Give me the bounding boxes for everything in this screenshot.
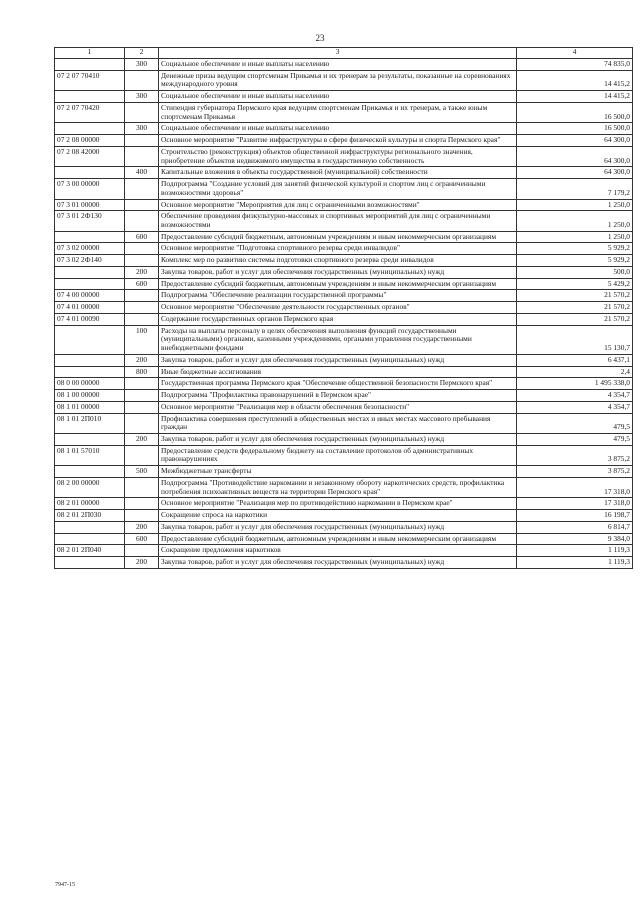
table-row [55,102,633,122]
code-cell [55,325,125,354]
table-row [55,255,633,267]
code-cell: 07 3 01 2Ф130 [55,211,125,231]
code-cell: 08 0 00 00000 [55,378,125,390]
table-row [55,413,633,433]
amount-cell: 9 384,0 [517,533,633,545]
table-row [55,290,633,302]
amount-cell: 15 130,7 [517,325,633,354]
amount-cell: 3 875,2 [517,445,633,465]
name-cell: Предоставление средств федеральному бюджету на составление протоколов об административных правонарушениях [159,445,517,465]
name-cell: Денежные призы ведущим спортсменам Прикамья и их тренерам за результаты, показанные на соревнованиях международного уровня [159,70,517,90]
amount-cell: 1 250,0 [517,211,633,231]
code-cell [55,266,125,278]
name-cell: Закупка товаров, работ и услуг для обеспечения государственных (муниципальных) нужд [159,433,517,445]
table-row [55,123,633,135]
code-cell: 07 3 02 00000 [55,243,125,255]
table-row [55,445,633,465]
amount-cell: 6 814,7 [517,521,633,533]
code-cell [55,278,125,290]
type-cell: 600 [125,278,159,290]
code-cell [55,466,125,478]
code-cell: 08 2 01 2П040 [55,545,125,557]
name-cell: Сокращение предложения наркотиков [159,545,517,557]
amount-cell: 2,4 [517,366,633,378]
code-cell: 08 1 01 00000 [55,401,125,413]
header-col-type: 2 [125,48,159,59]
table-row [55,91,633,103]
type-cell: 300 [125,59,159,71]
code-cell [55,354,125,366]
name-cell: Основное мероприятие "Подготовка спортивного резерва среди инвалидов" [159,243,517,255]
amount-cell: 16 500,0 [517,102,633,122]
table-row [55,498,633,510]
code-cell [55,557,125,569]
code-cell: 08 2 01 2П030 [55,510,125,522]
amount-cell: 1 119,3 [517,557,633,569]
code-cell: 07 2 08 42000 [55,146,125,166]
code-cell [55,521,125,533]
code-cell [55,533,125,545]
table-header-row [55,48,633,59]
name-cell: Основное мероприятие "Реализация мер по противодействию наркомании в Пермском крае" [159,498,517,510]
code-cell [55,433,125,445]
name-cell: Профилактика совершения преступлений в общественных местах и иных местах массового пребывания граждан [159,413,517,433]
type-cell [125,413,159,433]
name-cell: Закупка товаров, работ и услуг для обеспечения государственных (муниципальных) нужд [159,266,517,278]
table-row [55,366,633,378]
name-cell: Предоставление субсидий бюджетным, автономным учреждениям и иным некоммерческим организациям [159,231,517,243]
name-cell: Подпрограмма "Создание условий для занятий физической культурой и спортом лиц с ограниченными возможностями здоровья" [159,179,517,199]
table-row [55,325,633,354]
table-row [55,231,633,243]
type-cell [125,302,159,314]
type-cell: 200 [125,266,159,278]
type-cell [125,243,159,255]
type-cell: 200 [125,433,159,445]
code-cell: 07 4 01 00000 [55,302,125,314]
name-cell: Межбюджетные трансферты [159,466,517,478]
code-cell [55,123,125,135]
table-row [55,477,633,497]
name-cell: Капитальные вложения в объекты государственной (муниципальной) собственности [159,167,517,179]
amount-cell: 14 415,2 [517,91,633,103]
table-row [55,557,633,569]
amount-cell: 14 415,2 [517,70,633,90]
name-cell: Основное мероприятие "Мероприятия для лиц с ограниченными возможностями" [159,199,517,211]
name-cell: Стипендия губернатора Пермского края ведущим спортсменам Прикамья и их тренерам, а также юным спортсменам Прикамья [159,102,517,122]
name-cell: Подпрограмма "Противодействие наркомании и незаконному обороту наркотических средств, профилактика потребления психоактивных веществ на территории Пермского края" [159,477,517,497]
type-cell: 600 [125,533,159,545]
name-cell: Предоставление субсидий бюджетным, автономным учреждениям и иным некоммерческим организациям [159,533,517,545]
name-cell: Подпрограмма "Обеспечение реализации государственной программы" [159,290,517,302]
table-row [55,167,633,179]
table-row [55,70,633,90]
type-cell [125,510,159,522]
code-cell: 08 1 00 00000 [55,390,125,402]
name-cell: Расходы на выплаты персоналу в целях обеспечения выполнения функций государственными (муниципальными) органами, казенными учреждениями, органами управления государственными внебюджетными фондами [159,325,517,354]
code-cell: 08 1 01 57010 [55,445,125,465]
code-cell: 07 4 00 00000 [55,290,125,302]
type-cell: 400 [125,167,159,179]
type-cell: 600 [125,231,159,243]
name-cell: Комплекс мер по развитию системы подготовки спортивного резерва среди инвалидов [159,255,517,267]
amount-cell: 5 429,2 [517,278,633,290]
amount-cell: 479,5 [517,433,633,445]
table-row [55,278,633,290]
amount-cell: 16 500,0 [517,123,633,135]
header-col-name: 3 [159,48,517,59]
amount-cell: 64 300,0 [517,135,633,147]
amount-cell: 479,5 [517,413,633,433]
code-cell [55,231,125,243]
amount-cell: 21 570,2 [517,290,633,302]
type-cell: 200 [125,557,159,569]
amount-cell: 1 250,0 [517,231,633,243]
table-row [55,545,633,557]
amount-cell: 21 570,2 [517,302,633,314]
name-cell: Основное мероприятие "Обеспечение деятельности государственных органов" [159,302,517,314]
amount-cell: 74 835,0 [517,59,633,71]
type-cell: 500 [125,466,159,478]
amount-cell: 1 495 338,0 [517,378,633,390]
type-cell [125,179,159,199]
name-cell: Закупка товаров, работ и услуг для обеспечения государственных (муниципальных) нужд [159,557,517,569]
table-row [55,59,633,71]
type-cell [125,378,159,390]
code-cell: 07 3 02 2Ф140 [55,255,125,267]
amount-cell: 21 570,2 [517,313,633,325]
amount-cell: 5 929,2 [517,255,633,267]
type-cell [125,498,159,510]
code-cell: 07 2 07 70420 [55,102,125,122]
amount-cell: 17 318,0 [517,498,633,510]
code-cell [55,91,125,103]
table-row [55,313,633,325]
header-col-code: 1 [55,48,125,59]
code-cell: 07 2 07 70410 [55,70,125,90]
name-cell: Закупка товаров, работ и услуг для обеспечения государственных (муниципальных) нужд [159,354,517,366]
table-row [55,510,633,522]
code-cell: 07 2 08 00000 [55,135,125,147]
table-row [55,390,633,402]
amount-cell: 1 250,0 [517,199,633,211]
table-row [55,266,633,278]
type-cell [125,313,159,325]
table-row [55,243,633,255]
page-number: 23 [315,33,325,43]
name-cell: Социальное обеспечение и иные выплаты населению [159,123,517,135]
name-cell: Государственная программа Пермского края "Обеспечение общественной безопасности Пермского края" [159,378,517,390]
type-cell: 200 [125,521,159,533]
name-cell: Строительство (реконструкция) объектов общественной инфраструктуры регионального значения, приобретение объектов недвижимого имущества в государственную собственность [159,146,517,166]
table-row [55,533,633,545]
amount-cell: 17 318,0 [517,477,633,497]
amount-cell: 4 354,7 [517,390,633,402]
table-row [55,146,633,166]
type-cell: 300 [125,91,159,103]
type-cell [125,102,159,122]
amount-cell: 16 198,7 [517,510,633,522]
name-cell: Социальное обеспечение и иные выплаты населению [159,59,517,71]
code-cell: 07 3 01 00000 [55,199,125,211]
code-cell [55,167,125,179]
amount-cell: 500,0 [517,266,633,278]
table-row [55,199,633,211]
table-row [55,401,633,413]
type-cell [125,390,159,402]
type-cell [125,255,159,267]
table-row [55,179,633,199]
table-row [55,211,633,231]
name-cell: Содержание государственных органов Пермского края [159,313,517,325]
name-cell: Основное мероприятие "Развитие инфраструктуры в сфере физической культуры и спорта Пермского края" [159,135,517,147]
amount-cell: 3 875,2 [517,466,633,478]
name-cell: Подпрограмма "Профилактика правонарушений в Пермском крае" [159,390,517,402]
amount-cell: 1 119,3 [517,545,633,557]
table-row [55,521,633,533]
type-cell: 100 [125,325,159,354]
name-cell: Основное мероприятие "Реализация мер в области обеспечения безопасности" [159,401,517,413]
code-cell [55,366,125,378]
table-row [55,354,633,366]
type-cell [125,290,159,302]
name-cell: Обеспечение проведения физкультурно-массовых и спортивных мероприятий для лиц с ограниченными возможностями [159,211,517,231]
code-cell: 07 3 00 00000 [55,179,125,199]
amount-cell: 5 929,2 [517,243,633,255]
type-cell: 800 [125,366,159,378]
budget-table [54,47,633,569]
type-cell [125,477,159,497]
type-cell [125,135,159,147]
type-cell: 200 [125,354,159,366]
name-cell: Иные бюджетные ассигнования [159,366,517,378]
type-cell [125,70,159,90]
type-cell [125,211,159,231]
type-cell [125,445,159,465]
table-row [55,433,633,445]
type-cell [125,545,159,557]
amount-cell: 6 437,1 [517,354,633,366]
type-cell [125,401,159,413]
code-cell: 08 2 00 00000 [55,477,125,497]
table-row [55,378,633,390]
table-row [55,135,633,147]
name-cell: Закупка товаров, работ и услуг для обеспечения государственных (муниципальных) нужд [159,521,517,533]
name-cell: Сокращение спроса на наркотики [159,510,517,522]
amount-cell: 4 354,7 [517,401,633,413]
code-cell: 08 2 01 00000 [55,498,125,510]
table-row [55,302,633,314]
code-cell: 08 1 01 2П010 [55,413,125,433]
table-row [55,466,633,478]
code-cell: 07 4 01 00090 [55,313,125,325]
amount-cell: 64 300,0 [517,146,633,166]
amount-cell: 64 300,0 [517,167,633,179]
type-cell [125,146,159,166]
type-cell: 300 [125,123,159,135]
amount-cell: 7 179,2 [517,179,633,199]
code-cell [55,59,125,71]
header-col-amount: 4 [517,48,633,59]
footer-doc-code: 7947-15 [55,882,75,888]
name-cell: Социальное обеспечение и иные выплаты населению [159,91,517,103]
type-cell [125,199,159,211]
name-cell: Предоставление субсидий бюджетным, автономным учреждениям и иным некоммерческим организациям [159,278,517,290]
